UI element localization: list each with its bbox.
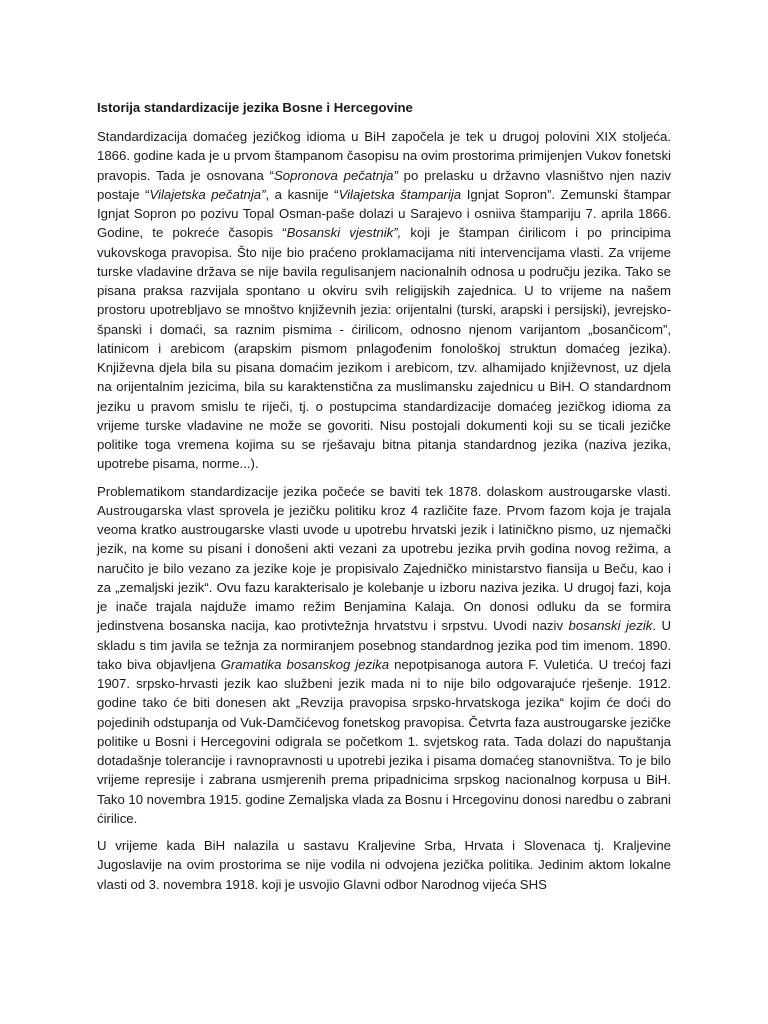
text-segment: , a kasnije “: [265, 186, 339, 202]
paragraph-1: [97, 127, 671, 474]
text-segment: po prelasku u državno vlasništvo njen naziv postaje “: [97, 167, 671, 202]
text-segment: U vrijeme kada BiH nalazila u sastavu Kraljevine Srba, Hrvata i Slovenaca tj. Kraljevine Jugoslavije na ovim prostorima se nije vodila ni odvojena jezička politika. Jedinim aktom lokalne vlasti od 3. novembra 1918. koji je usvojio Glavni odbor Narodnog vijeća SHS: [97, 838, 671, 892]
text-segment: Problematikom standardizacije jezika počeće se baviti tek 1878. dolaskom austrougarske vlasti. Austrougarska vlast sprovela je jezičku politiku kroz 4 različite faze. Prvom fazom koja je trajala veoma kratko austrougarske vlasti uvode u upotrebu hrvatski jezik i latiničkno pismo, uz njemački jezik, na kome su pisani i donošeni akti vezani za upotrebu jezika prvih godina novog režima, a naručito je bilo vezano za jezike koje je propisivalo Zajedničko ministarstvo fiansija u Beču, kao i za „zemaljski jezik“. Ovu fazu karakterisalo je kolebanje u izboru naziva jezika. U drugoj fazi, koja je inače trajala najduže imamo režim Benjamina Kalaja. On donosi odluku da se formira jedinstvena bosanska nacija, kao protivtežnja hrvatstvu i srpstvu. Uvodi naziv: [97, 483, 671, 634]
italic-segment: Bosanski vjestnik”,: [286, 225, 402, 241]
text-segment: . U skladu s tim javila se težnja za normiranjem posebnog standardnog jezika pod tim imenom. 1890. tako biva objavljena: [97, 618, 672, 672]
text-segment: nepotpisanoga autora F. Vuletića. U trećoj fazi 1907. srpsko-hrvasti jezik kao službeni jezik mada ni to nije bilo odgovarajuće rješenje. 1912. godine tako će biti donesen akt „Revzija pravopisa srpsko-hrvatskoga jezika“ kojim će doći do pojedinih odstupanja od Vuk-Damčićevog fonetskog pravopisa. Četvrta faza austrougarske jezičke politike u Bosni i Hercegovini odigrala se početkom 1. svjetskog rata. Tada dolazi do napuštanja dotadašnje tolerancije i ravnopravnosti u upotrebi jezika i pisama domaćeg stanovništva. To je bilo vrijeme represije i zabrana usmjerenih prema pripadnicima srpskog nacionalnog korpusa u BiH. Tako 10 novembra 1915. godine Zemaljska vlada za Bosnu i Hrcegovinu donosi naredbu o zabrani ćirilice.: [97, 656, 671, 826]
italic-segment: Sopronova pečatnja”: [274, 167, 398, 183]
paragraph-2: [97, 482, 671, 829]
text-segment: Ignjat Sopron”. Zemunski štampar Ignjat Sopron po pozivu Topal Osman-paše dolazi u Sarajevo i osniiva štampariju 7. aprila 1866. Godine, te pokreće časopis “: [97, 186, 671, 241]
text-segment: Standardizacija domaćeg jezičkog idioma u BiH započela je tek u drugoj polovini XIX stoljeća. 1866. godine kada je u prvom štampanom časopisu na ovim prostorima primijenjen Vukov fonetski pravopis. Tada je osnovana “: [97, 129, 671, 183]
italic-segment: Vilajetska štamparija: [338, 186, 462, 202]
text-segment: koji je štampan ćirilicom i po principima vukovskoga pravopisa. Što nije bio praćeno proklamacijama niti intervencijama vlasti. Za vrijeme turske vladavine država se nije bavila regulisanjem nacionalnih odnosa u području jezika. Tako se pisana praksa razvijala spontano u okviru svih religijskih zajednica. U to vrijeme na našem prostoru upotrebljavo se mnoštvo književnih jezia: orijentalni (turski, arapski i persijski), jevrejsko-španski i domaći, sa raznim pismima - ćirilicom, odnosno njenom varijantom „bosančicom”, latinicom i arebicom (arapskim pismom pnlagođenim fonološkoj struktun domaćeg jezika). Književna djela bila su pisana domaćim jezikom i arebicom, tzv. alhamijado književnost, uz djela na orijentalnim jezicima, bila su karaktenstična za muslimansku zajednicu u BiH. O standardnom jeziku u pravom smislu te riječi, tj. o postupcima standardizacije domaćeg jezičkog idioma za vrijeme turske vladavine ne može se govoriti. Nisu postojali dokumenti koji su se ticali jezičke politike toga vremena kojima su se rješavaju bitna pitanja standardnog jezika (naziva jezika, upotrebe pisama, norme...).: [97, 225, 671, 472]
italic-segment: bosanski jezik: [568, 618, 653, 634]
italic-segment: Gramatika bosanskog jezika: [220, 656, 390, 672]
paragraph-3: [97, 836, 671, 894]
document-title: Istorija standardizacije jezika Bosne i Hercegovine: [97, 100, 413, 115]
italic-segment: Vilajetska pečatnja”: [149, 186, 266, 202]
document-body: [97, 127, 671, 894]
